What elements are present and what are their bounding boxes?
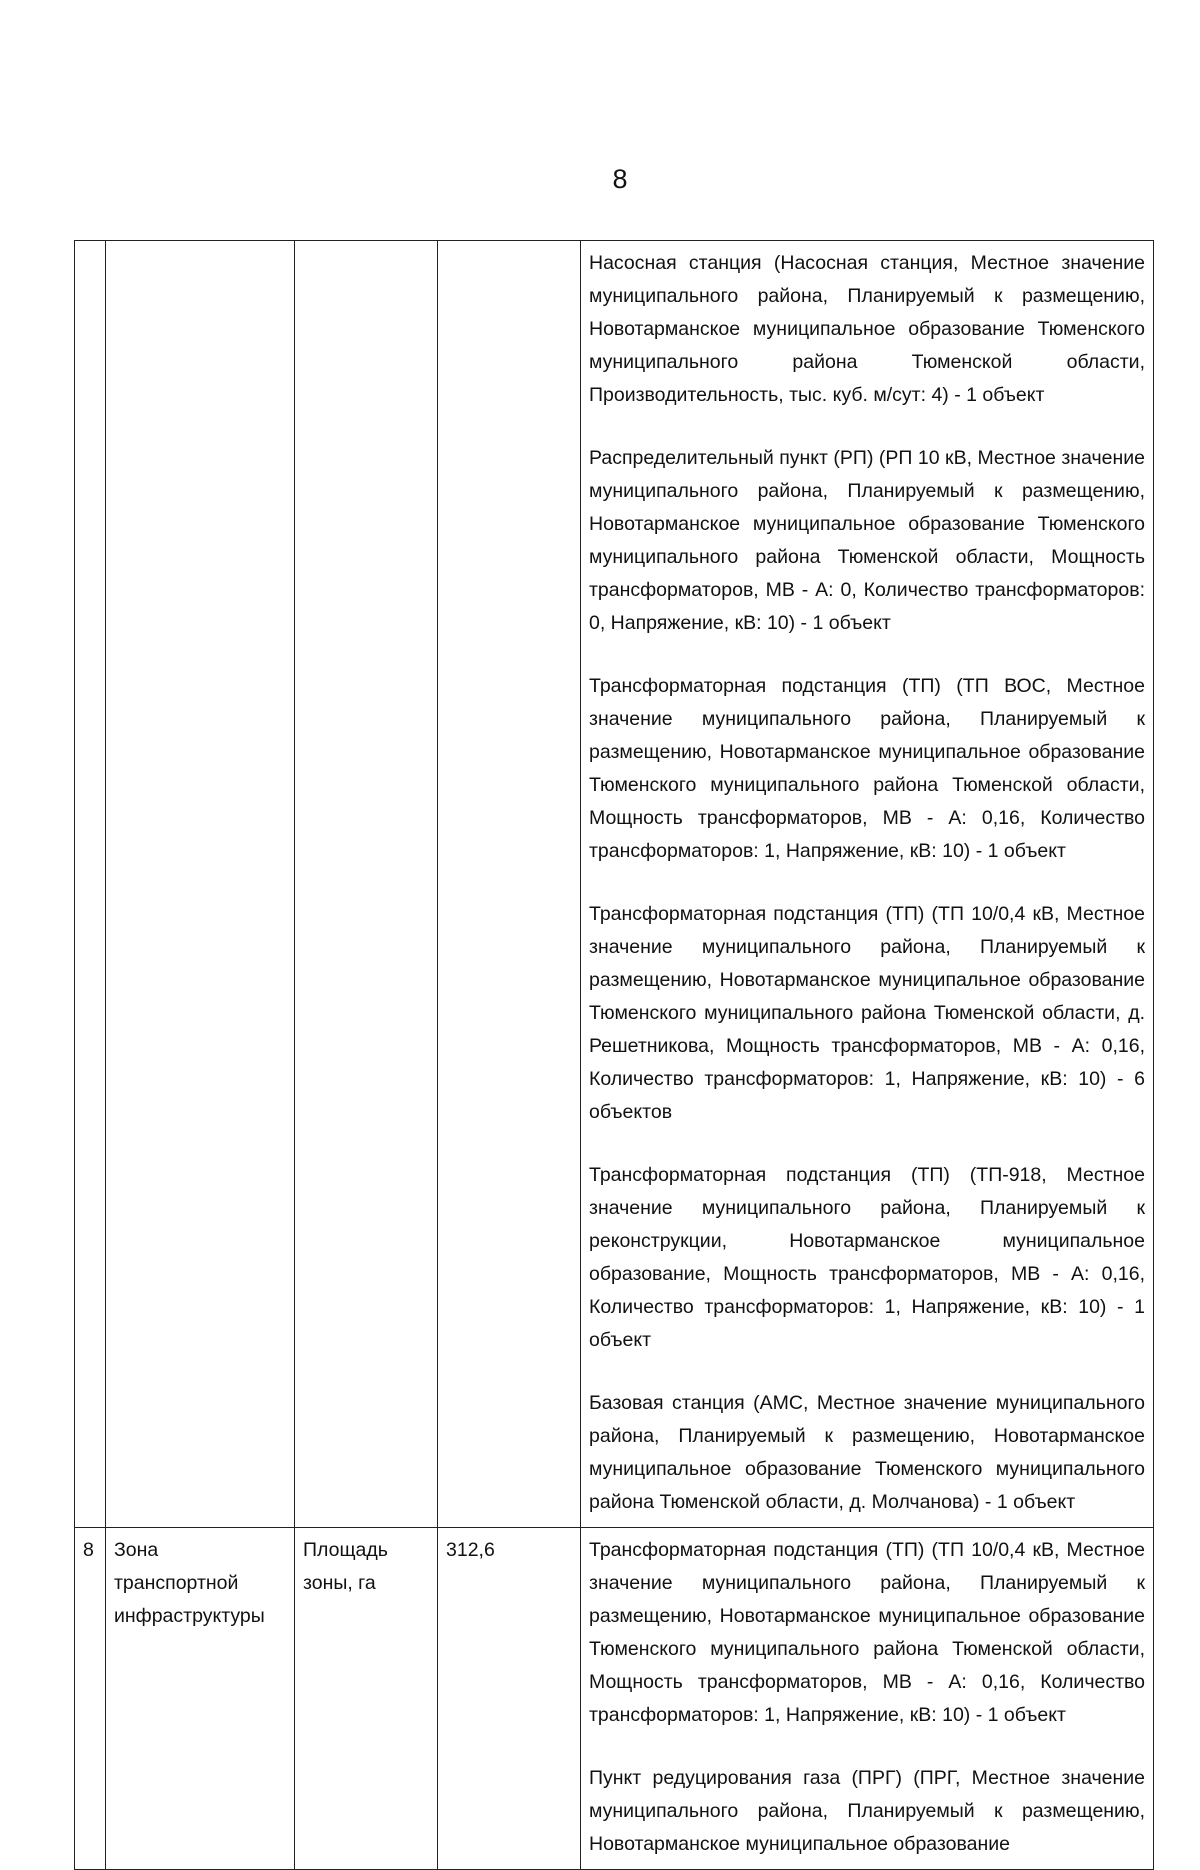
parameter-name: Площадь зоны, га: [295, 1528, 438, 1870]
zone-name: Зона транспортной инфраструктуры: [106, 1528, 295, 1870]
object-description: Базовая станция (АМС, Местное значение муниципального района, Планируемый к размещению, Новотарманское муниципальное образование Тюменского муниципального района Тюменской области, д. Молчанова) - 1 объект: [589, 1392, 1145, 1513]
objects-cell: [581, 1528, 1154, 1870]
object-description: Пункт редуцирования газа (ПРГ) (ПРГ, Местное значение муниципального района, Планируемый к размещению, Новотарманское муниципальное образование: [589, 1767, 1145, 1855]
parameter-value: 312,6: [438, 1528, 581, 1870]
row-number: [75, 241, 106, 1528]
objects-cell: [581, 241, 1154, 1528]
row-number: 8: [75, 1528, 106, 1870]
table-row: [75, 241, 1154, 1528]
parameter-name: [295, 241, 438, 1528]
object-description: Трансформаторная подстанция (ТП) (ТП-918, Местное значение муниципального района, Планируемый к реконструкции, Новотарманское муниципальное образование, Мощность трансформаторов, МВ - А: 0,16, Количество трансформаторов: 1, Напряжение, кВ: 10) - 1 объект: [589, 1164, 1145, 1351]
object-description: Трансформаторная подстанция (ТП) (ТП ВОС, Местное значение муниципального района, Планируемый к размещению, Новотарманское муниципальное образование Тюменского муниципального района Тюменской области, Мощность трансформаторов, МВ - А: 0,16, Количество трансформаторов: 1, Напряжение, кВ: 10) - 1 объект: [589, 675, 1145, 862]
zones-table: [74, 240, 1154, 1870]
object-description: Трансформаторная подстанция (ТП) (ТП 10/0,4 кВ, Местное значение муниципального района, Планируемый к размещению, Новотарманское муниципальное образование Тюменского муниципального района Тюменской области, д. Решетникова, Мощность трансформаторов, МВ - А: 0,16, Количество трансформаторов: 1, Напряжение, кВ: 10) - 6 объектов: [589, 903, 1145, 1123]
object-description: Распределительный пункт (РП) (РП 10 кВ, Местное значение муниципального района, Планируемый к размещению, Новотарманское муниципальное образование Тюменского муниципального района Тюменской области, Мощность трансформаторов, МВ - А: 0, Количество трансформаторов: 0, Напряжение, кВ: 10) - 1 объект: [589, 447, 1145, 634]
parameter-value: [438, 241, 581, 1528]
zone-name: [106, 241, 295, 1528]
page-number: 8: [612, 164, 628, 194]
object-description: Насосная станция (Насосная станция, Местное значение муниципального района, Планируемый к размещению, Новотарманское муниципальное образование Тюменского муниципального района Тюменской области, Производительность, тыс. куб. м/сут: 4) - 1 объект: [589, 252, 1145, 406]
object-description: Трансформаторная подстанция (ТП) (ТП 10/0,4 кВ, Местное значение муниципального района, Планируемый к размещению, Новотарманское муниципальное образование Тюменского муниципального района Тюменской области, Мощность трансформаторов, МВ - А: 0,16, Количество трансформаторов: 1, Напряжение, кВ: 10) - 1 объект: [589, 1539, 1145, 1726]
table-row: [75, 1528, 1154, 1870]
